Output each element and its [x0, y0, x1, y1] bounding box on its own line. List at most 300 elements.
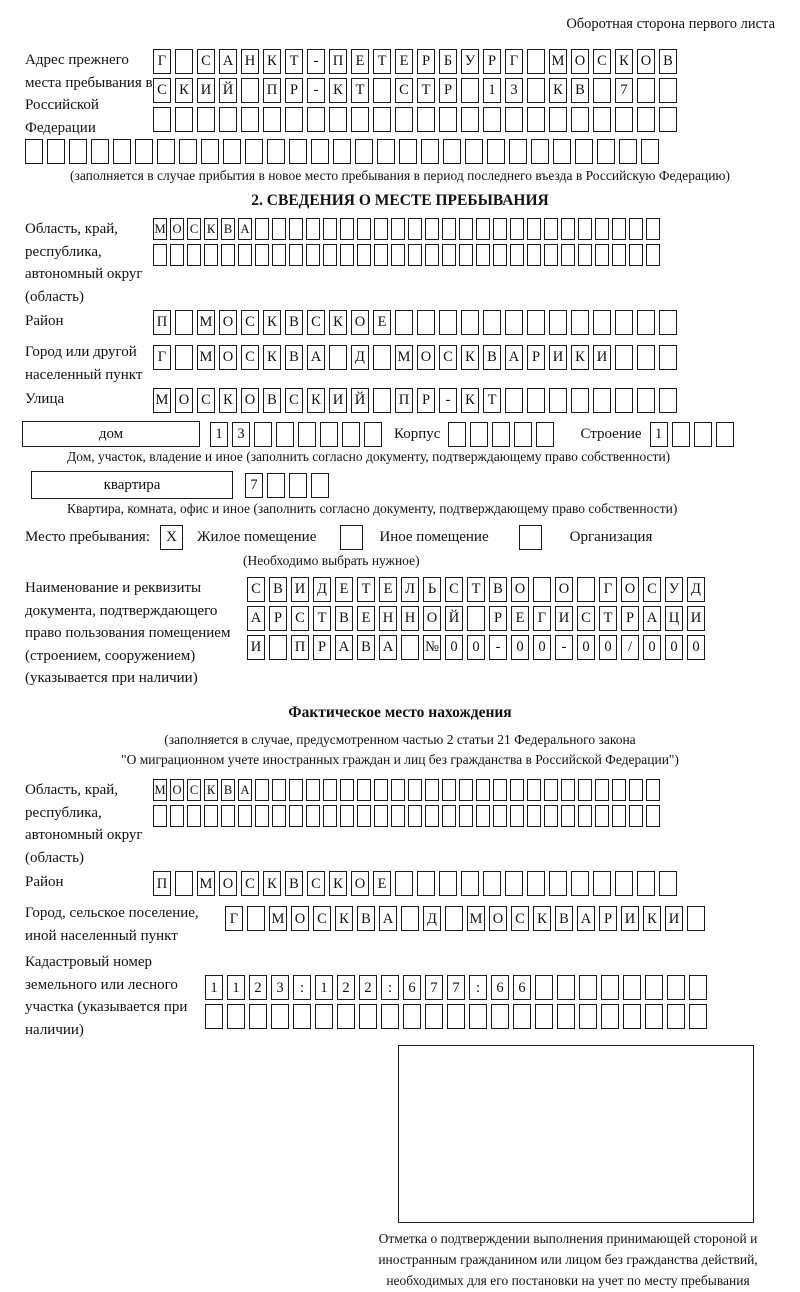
char-cell — [364, 422, 382, 447]
char-cell: 6 — [513, 975, 531, 1000]
char-cell — [249, 1004, 267, 1029]
char-cell: К — [204, 779, 218, 801]
char-cell — [597, 139, 615, 164]
char-cell — [612, 805, 626, 827]
char-cell: Т — [313, 606, 331, 631]
char-cell — [204, 244, 218, 266]
char-cell — [493, 218, 507, 240]
char-cell — [241, 78, 259, 103]
char-cell: П — [263, 78, 281, 103]
char-cell: В — [263, 388, 281, 413]
char-cell — [461, 107, 479, 132]
char-cell: 0 — [445, 635, 463, 660]
char-cell: К — [263, 871, 281, 896]
char-cell: Г — [505, 49, 523, 74]
option-residential-label: Жилое помещение — [197, 529, 317, 545]
street-block — [25, 388, 775, 417]
actual-district-row — [153, 871, 681, 896]
char-cell: - — [439, 388, 457, 413]
char-cell — [527, 107, 545, 132]
char-cell: С — [285, 388, 303, 413]
char-cell: С — [187, 779, 201, 801]
char-cell — [629, 805, 643, 827]
char-cell — [637, 345, 655, 370]
char-cell — [255, 805, 269, 827]
char-cell — [459, 218, 473, 240]
char-cell — [323, 218, 337, 240]
char-cell: Е — [373, 310, 391, 335]
char-cell: О — [219, 345, 237, 370]
char-cell: И — [291, 577, 309, 602]
char-cell — [245, 139, 263, 164]
char-cell: С — [197, 49, 215, 74]
char-cell: А — [505, 345, 523, 370]
char-cell — [289, 139, 307, 164]
char-cell — [425, 779, 439, 801]
char-cell — [659, 388, 677, 413]
char-cell — [612, 244, 626, 266]
char-cell — [461, 871, 479, 896]
char-cell — [254, 422, 272, 447]
char-cell: 6 — [403, 975, 421, 1000]
char-cell: О — [555, 577, 573, 602]
char-cell — [357, 805, 371, 827]
char-cell: Т — [285, 49, 303, 74]
char-cell — [417, 107, 435, 132]
char-cell — [513, 1004, 531, 1029]
char-cell — [255, 218, 269, 240]
char-cell — [113, 139, 131, 164]
actual-location-caption-1: (заполняется в случае, предусмотренном частью 2 статьи 21 Федерального закона — [164, 731, 636, 747]
char-cell: А — [238, 779, 252, 801]
char-cell: О — [291, 906, 309, 931]
char-cell — [425, 805, 439, 827]
char-cell: О — [219, 310, 237, 335]
char-cell: 3 — [232, 422, 250, 447]
char-cell — [493, 244, 507, 266]
char-cell — [667, 1004, 685, 1029]
district-label: Район — [25, 313, 64, 329]
char-cell: О — [170, 218, 184, 240]
cadastral-row-1 — [205, 975, 775, 1000]
char-cell — [659, 78, 677, 103]
prev-address-row-2 — [153, 78, 775, 103]
char-cell: А — [643, 606, 661, 631]
char-cell — [579, 1004, 597, 1029]
char-cell: М — [395, 345, 413, 370]
char-cell: П — [153, 310, 171, 335]
char-cell — [403, 1004, 421, 1029]
char-cell — [492, 422, 510, 447]
char-cell — [593, 78, 611, 103]
char-cell — [187, 805, 201, 827]
char-cell: 0 — [687, 635, 705, 660]
char-cell — [340, 779, 354, 801]
char-cell: В — [221, 779, 235, 801]
char-cell: Р — [621, 606, 639, 631]
char-cell — [623, 975, 641, 1000]
char-cell — [527, 871, 545, 896]
char-cell: - — [555, 635, 573, 660]
char-cell: Т — [357, 577, 375, 602]
char-cell — [293, 1004, 311, 1029]
char-cell: : — [293, 975, 311, 1000]
char-cell: Б — [439, 49, 457, 74]
char-cell: 1 — [227, 975, 245, 1000]
char-cell — [629, 244, 643, 266]
char-cell: К — [219, 388, 237, 413]
char-cell: Т — [467, 577, 485, 602]
char-cell: 0 — [577, 635, 595, 660]
char-cell: Р — [417, 388, 435, 413]
char-cell — [272, 244, 286, 266]
char-cell: 0 — [665, 635, 683, 660]
char-cell — [557, 975, 575, 1000]
char-cell — [527, 49, 545, 74]
char-cell: А — [335, 635, 353, 660]
char-cell — [395, 107, 413, 132]
char-cell — [505, 310, 523, 335]
char-cell: 2 — [249, 975, 267, 1000]
char-cell: Т — [599, 606, 617, 631]
char-cell — [510, 805, 524, 827]
char-cell — [439, 871, 457, 896]
char-cell: В — [357, 635, 375, 660]
char-cell: К — [175, 78, 193, 103]
actual-region-block — [25, 779, 775, 869]
apartment-type-box: квартира — [31, 471, 233, 499]
actual-location-title: Фактическое место нахождения — [288, 703, 512, 721]
char-cell — [505, 871, 523, 896]
char-cell — [659, 107, 677, 132]
char-cell — [612, 218, 626, 240]
char-cell: С — [511, 906, 529, 931]
char-cell — [408, 218, 422, 240]
char-cell — [561, 218, 575, 240]
char-cell: 3 — [505, 78, 523, 103]
document-row-3 — [247, 635, 775, 660]
char-cell — [637, 871, 655, 896]
char-cell: О — [511, 577, 529, 602]
char-cell — [255, 244, 269, 266]
char-cell — [575, 139, 593, 164]
house-number-cells — [210, 422, 386, 447]
char-cell — [315, 1004, 333, 1029]
char-cell — [357, 779, 371, 801]
char-cell — [509, 139, 527, 164]
char-cell — [549, 107, 567, 132]
char-cell — [153, 244, 167, 266]
char-cell — [276, 422, 294, 447]
char-cell — [483, 871, 501, 896]
char-cell: Р — [599, 906, 617, 931]
char-cell: 7 — [447, 975, 465, 1000]
char-cell — [615, 107, 633, 132]
region-row-2 — [153, 244, 775, 266]
char-cell: К — [335, 906, 353, 931]
char-cell: П — [395, 388, 413, 413]
char-cell: К — [329, 78, 347, 103]
char-cell — [447, 1004, 465, 1029]
char-cell — [337, 1004, 355, 1029]
char-cell: М — [269, 906, 287, 931]
char-cell — [289, 473, 307, 498]
stroenie-label: Строение — [580, 425, 642, 442]
actual-region-row-2 — [153, 805, 775, 827]
char-cell: 3 — [271, 975, 289, 1000]
char-cell — [544, 779, 558, 801]
char-cell — [510, 779, 524, 801]
char-cell — [175, 310, 193, 335]
char-cell: В — [285, 345, 303, 370]
char-cell — [549, 310, 567, 335]
char-cell: У — [461, 49, 479, 74]
char-cell — [442, 805, 456, 827]
char-cell: М — [197, 345, 215, 370]
char-cell — [672, 422, 690, 447]
char-cell: О — [571, 49, 589, 74]
char-cell: М — [549, 49, 567, 74]
char-cell — [201, 139, 219, 164]
char-cell — [153, 107, 171, 132]
char-cell — [527, 388, 545, 413]
char-cell — [527, 218, 541, 240]
char-cell: К — [461, 388, 479, 413]
char-cell — [298, 422, 316, 447]
char-cell — [465, 139, 483, 164]
district-block — [25, 310, 775, 339]
stroenie-cells — [650, 422, 738, 447]
char-cell: О — [170, 779, 184, 801]
house-type-box: дом — [22, 421, 200, 447]
char-cell — [493, 779, 507, 801]
char-cell: И — [549, 345, 567, 370]
char-cell — [571, 107, 589, 132]
char-cell — [247, 906, 265, 931]
char-cell — [571, 871, 589, 896]
char-cell: 2 — [337, 975, 355, 1000]
char-cell: - — [307, 78, 325, 103]
char-cell: - — [489, 635, 507, 660]
char-cell — [615, 345, 633, 370]
char-cell — [374, 805, 388, 827]
char-cell: П — [291, 635, 309, 660]
char-cell: С — [153, 78, 171, 103]
char-cell: В — [357, 906, 375, 931]
char-cell — [615, 871, 633, 896]
char-cell — [689, 1004, 707, 1029]
char-cell — [557, 1004, 575, 1029]
char-cell: Р — [313, 635, 331, 660]
char-cell: В — [285, 871, 303, 896]
prev-address-row-3 — [153, 107, 775, 132]
char-cell: П — [329, 49, 347, 74]
char-cell — [329, 107, 347, 132]
char-cell — [425, 1004, 443, 1029]
char-cell — [241, 107, 259, 132]
char-cell — [221, 244, 235, 266]
char-cell — [175, 871, 193, 896]
char-cell: К — [571, 345, 589, 370]
char-cell — [269, 635, 287, 660]
char-cell — [417, 871, 435, 896]
char-cell — [601, 975, 619, 1000]
char-cell: О — [351, 871, 369, 896]
char-cell — [601, 1004, 619, 1029]
prev-address-block — [25, 49, 775, 139]
char-cell — [311, 473, 329, 498]
char-cell — [373, 107, 391, 132]
char-cell — [553, 139, 571, 164]
char-cell: Г — [153, 345, 171, 370]
document-row-2 — [247, 606, 775, 631]
char-cell — [323, 244, 337, 266]
korpus-cells — [448, 422, 558, 447]
korpus-label: Корпус — [394, 425, 441, 442]
char-cell — [340, 218, 354, 240]
char-cell — [595, 805, 609, 827]
char-cell — [135, 139, 153, 164]
char-cell — [425, 244, 439, 266]
char-cell — [595, 244, 609, 266]
char-cell — [578, 779, 592, 801]
char-cell: Д — [687, 577, 705, 602]
char-cell — [408, 244, 422, 266]
char-cell — [197, 107, 215, 132]
char-cell: С — [241, 310, 259, 335]
char-cell — [461, 310, 479, 335]
char-cell — [619, 139, 637, 164]
char-cell — [510, 244, 524, 266]
checkbox-organization — [519, 525, 542, 550]
char-cell — [461, 78, 479, 103]
char-cell: Н — [379, 606, 397, 631]
char-cell: С — [643, 577, 661, 602]
char-cell: К — [329, 871, 347, 896]
char-cell: К — [643, 906, 661, 931]
char-cell — [469, 1004, 487, 1029]
char-cell — [579, 975, 597, 1000]
char-cell — [646, 244, 660, 266]
char-cell — [615, 310, 633, 335]
char-cell — [659, 310, 677, 335]
char-cell: К — [533, 906, 551, 931]
char-cell — [578, 805, 592, 827]
char-cell: С — [247, 577, 265, 602]
char-cell: В — [335, 606, 353, 631]
char-cell — [544, 218, 558, 240]
char-cell — [306, 244, 320, 266]
char-cell — [425, 218, 439, 240]
char-cell — [175, 345, 193, 370]
char-cell: Г — [225, 906, 243, 931]
char-cell — [238, 805, 252, 827]
prev-address-row-1 — [153, 49, 775, 74]
char-cell — [646, 805, 660, 827]
char-cell — [329, 345, 347, 370]
char-cell: В — [571, 78, 589, 103]
cadastral-label: Кадастровый номер земельного или лесного участка (указывается при наличии) — [25, 954, 188, 1038]
char-cell — [459, 779, 473, 801]
char-cell — [179, 139, 197, 164]
char-cell — [476, 805, 490, 827]
char-cell — [476, 218, 490, 240]
char-cell: И — [665, 906, 683, 931]
char-cell — [527, 805, 541, 827]
char-cell: О — [219, 871, 237, 896]
char-cell — [408, 779, 422, 801]
char-cell — [493, 805, 507, 827]
char-cell: С — [241, 871, 259, 896]
char-cell — [289, 218, 303, 240]
char-cell: Й — [219, 78, 237, 103]
char-cell — [694, 422, 712, 447]
char-cell: 6 — [491, 975, 509, 1000]
cadastral-block — [25, 951, 775, 1041]
char-cell — [561, 779, 575, 801]
confirmation-stamp-caption: Отметка о подтверждении выполнения принимающей стороной и иностранным гражданином или лицом без гражданства действий, необходимых для его постановки на учет по месту пребывания — [378, 1231, 758, 1289]
char-cell: М — [197, 871, 215, 896]
char-cell: Т — [483, 388, 501, 413]
char-cell — [306, 779, 320, 801]
char-cell: Г — [533, 606, 551, 631]
char-cell: Р — [417, 49, 435, 74]
char-cell — [391, 779, 405, 801]
actual-district-label: Район — [25, 874, 64, 891]
char-cell: О — [417, 345, 435, 370]
char-cell: О — [489, 906, 507, 931]
char-cell: Р — [483, 49, 501, 74]
region-label: Область, край, республика, автономный округ (область) — [25, 221, 143, 305]
char-cell — [374, 779, 388, 801]
char-cell: Г — [599, 577, 617, 602]
char-cell — [306, 805, 320, 827]
char-cell: У — [665, 577, 683, 602]
char-cell: О — [351, 310, 369, 335]
char-cell — [505, 388, 523, 413]
char-cell: 0 — [511, 635, 529, 660]
char-cell — [577, 577, 595, 602]
char-cell: Т — [417, 78, 435, 103]
char-cell — [355, 139, 373, 164]
char-cell — [359, 1004, 377, 1029]
char-cell: 0 — [599, 635, 617, 660]
apartment-row — [25, 471, 775, 499]
char-cell: 2 — [359, 975, 377, 1000]
char-cell: 0 — [467, 635, 485, 660]
char-cell — [514, 422, 532, 447]
char-cell — [445, 906, 463, 931]
char-cell: С — [577, 606, 595, 631]
option-organization-label: Организация — [569, 529, 653, 545]
char-cell — [255, 779, 269, 801]
char-cell: С — [307, 310, 325, 335]
prev-address-label: Адрес прежнего места пребывания в Российской Федерации — [25, 52, 153, 136]
char-cell: А — [379, 906, 397, 931]
char-cell — [505, 107, 523, 132]
char-cell — [637, 107, 655, 132]
char-cell — [561, 805, 575, 827]
char-cell: 1 — [210, 422, 228, 447]
char-cell — [69, 139, 87, 164]
char-cell — [272, 779, 286, 801]
apartment-caption: Квартира, комната, офис и иное (заполнить согласно документу, подтверждающему право собственности) — [67, 501, 678, 516]
char-cell: В — [221, 218, 235, 240]
char-cell — [221, 805, 235, 827]
char-cell — [544, 244, 558, 266]
option-other-premises-label: Иное помещение — [379, 529, 489, 545]
char-cell — [47, 139, 65, 164]
